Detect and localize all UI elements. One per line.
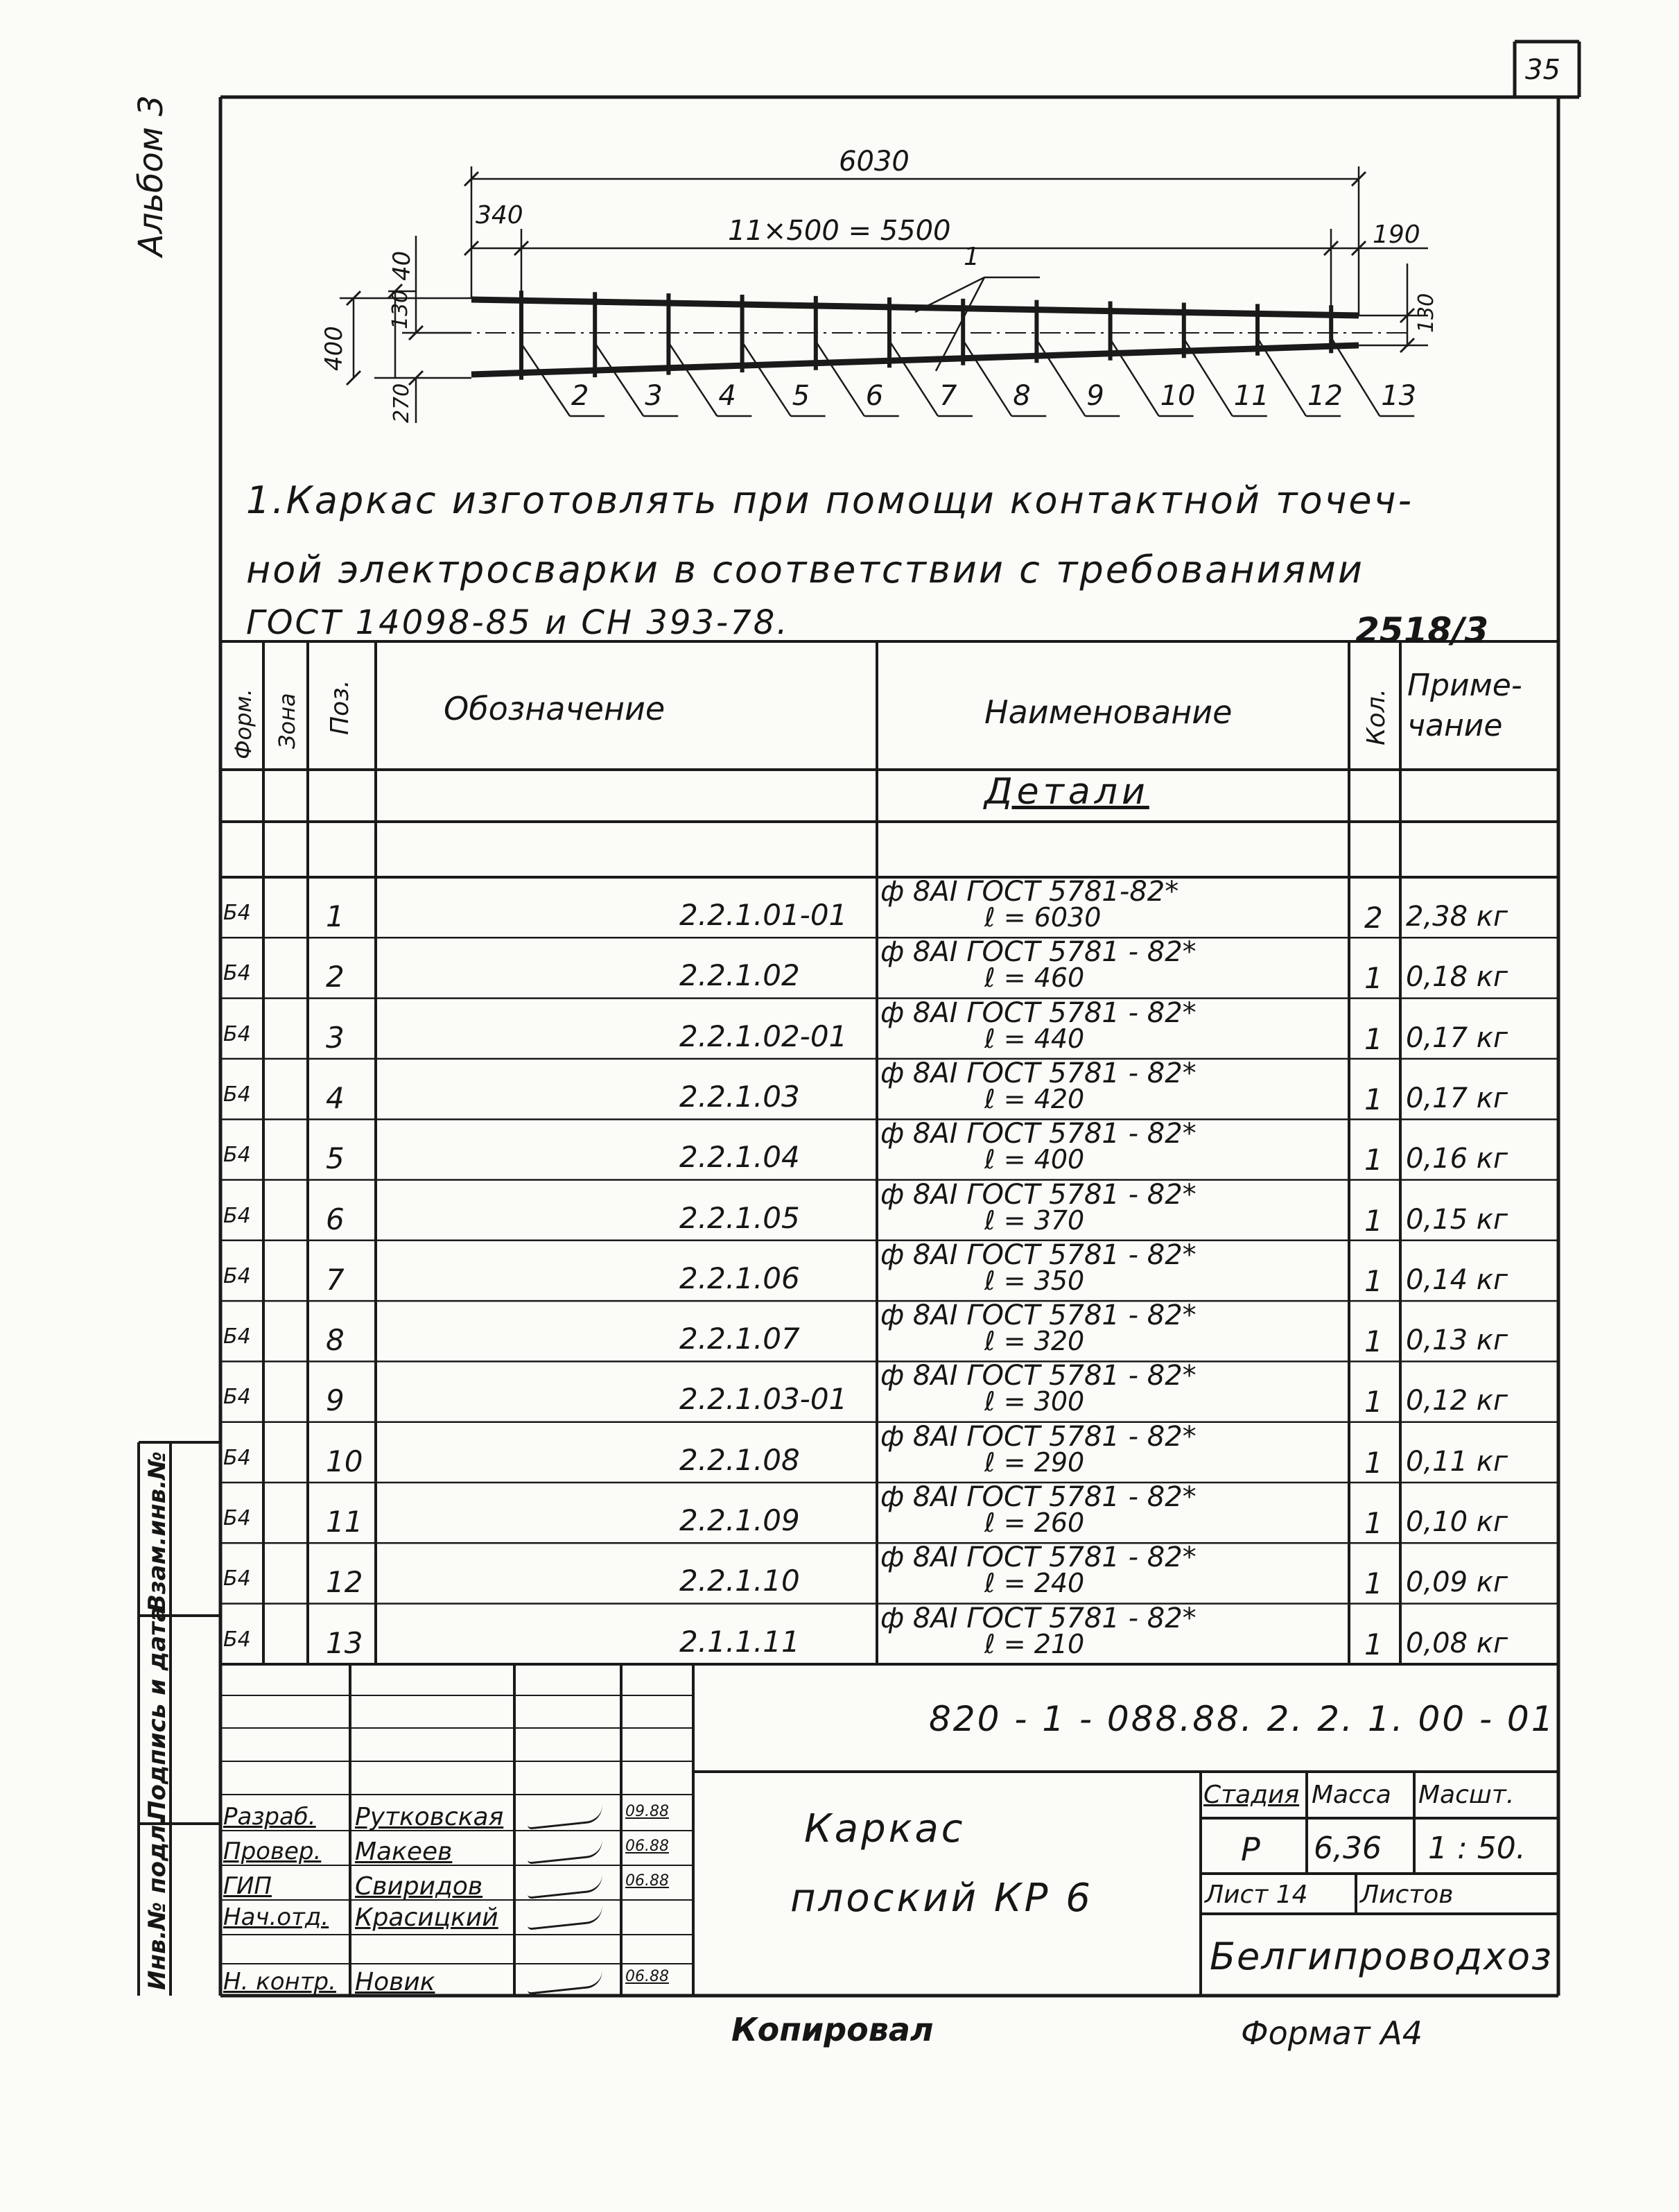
cell-format: Б4 bbox=[223, 961, 251, 986]
cell-format: Б4 bbox=[223, 1627, 251, 1652]
stamp-code: 2518/3 bbox=[1355, 610, 1489, 650]
cell-qty: 1 bbox=[1364, 1203, 1383, 1238]
cell-designation: 2.2.1.08 bbox=[679, 1442, 800, 1477]
position-label: 6 bbox=[865, 380, 884, 412]
cell-qty: 1 bbox=[1364, 1324, 1383, 1359]
header-format: Форм. bbox=[230, 689, 256, 759]
note-line-2: ной электросварки в соответствии с требованиями bbox=[246, 548, 1364, 591]
cell-designation: 2.2.1.01-01 bbox=[679, 898, 848, 932]
cell-length: ℓ = 440 bbox=[984, 1023, 1085, 1054]
cell-qty: 1 bbox=[1364, 1143, 1383, 1177]
cell-name: ф 8АI ГОСТ 5781 - 82* bbox=[880, 936, 1197, 969]
cell-pos: 8 bbox=[326, 1323, 345, 1358]
signature-name: Рутковская bbox=[355, 1803, 504, 1831]
signature-role: Н. контр. bbox=[223, 1968, 336, 1996]
cell-length: ℓ = 420 bbox=[984, 1083, 1085, 1114]
header-note: Приме-чание bbox=[1407, 668, 1522, 743]
cell-pos: 10 bbox=[326, 1444, 363, 1478]
footer-format: Формат А4 bbox=[1241, 2014, 1423, 2052]
position-leader bbox=[963, 340, 1011, 416]
signature-name: Новик bbox=[355, 1968, 435, 1996]
cell-qty: 1 bbox=[1364, 1082, 1383, 1116]
dim-h-400: 400 bbox=[320, 326, 348, 371]
signature-date: 06.88 bbox=[625, 1968, 669, 1985]
cell-name: ф 8АI ГОСТ 5781-82* bbox=[880, 876, 1179, 908]
cell-note: 0,12 кг bbox=[1406, 1385, 1508, 1417]
cell-format: Б4 bbox=[223, 1263, 251, 1288]
mass-value: 6,36 bbox=[1314, 1831, 1382, 1866]
position-label: 8 bbox=[1013, 380, 1031, 412]
position-label: 3 bbox=[645, 380, 663, 412]
position-leader bbox=[742, 342, 791, 416]
cell-designation: 2.2.1.07 bbox=[679, 1322, 800, 1356]
header-pos: Поз. bbox=[326, 680, 354, 735]
position-label: 4 bbox=[718, 380, 736, 412]
stage-label: Стадия bbox=[1203, 1781, 1300, 1809]
cell-pos: 11 bbox=[326, 1505, 363, 1539]
cell-name: ф 8АI ГОСТ 5781 - 82* bbox=[880, 1057, 1197, 1089]
cell-name: ф 8АI ГОСТ 5781 - 82* bbox=[880, 1360, 1197, 1392]
cell-name: ф 8АI ГОСТ 5781 - 82* bbox=[880, 1178, 1197, 1211]
cell-length: ℓ = 6030 bbox=[984, 902, 1102, 933]
cell-pos: 3 bbox=[326, 1020, 345, 1055]
cell-pos: 7 bbox=[326, 1262, 345, 1297]
signature-date: 09.88 bbox=[625, 1803, 669, 1820]
cell-designation: 2.2.1.05 bbox=[679, 1200, 800, 1235]
cell-format: Б4 bbox=[223, 1506, 251, 1530]
doc-code: 820 - 1 - 088.88. 2. 2. 1. 00 - 01 bbox=[929, 1699, 1556, 1739]
cell-length: ℓ = 210 bbox=[984, 1628, 1085, 1659]
cell-format: Б4 bbox=[223, 1445, 251, 1470]
cell-pos: 4 bbox=[326, 1080, 345, 1115]
signature-role: ГИП bbox=[223, 1872, 272, 1900]
header-zone: Зона bbox=[274, 693, 300, 749]
position-label: 7 bbox=[939, 380, 957, 412]
cell-note: 0,14 кг bbox=[1406, 1263, 1508, 1296]
position-leader bbox=[816, 341, 864, 416]
cell-qty: 1 bbox=[1364, 1627, 1383, 1661]
cell-pos: 12 bbox=[326, 1565, 363, 1600]
leader-1-label: 1 bbox=[964, 243, 980, 271]
dim-h-40: 40 bbox=[388, 250, 416, 281]
cell-note: 0,11 кг bbox=[1406, 1445, 1508, 1478]
scale-value: 1 : 50. bbox=[1428, 1831, 1526, 1866]
position-label: 5 bbox=[792, 380, 810, 412]
position-label: 12 bbox=[1307, 380, 1343, 412]
stage-value: Р bbox=[1241, 1831, 1260, 1868]
signature-date: 06.88 bbox=[625, 1872, 669, 1890]
cell-qty: 2 bbox=[1364, 901, 1383, 935]
position-label: 9 bbox=[1086, 380, 1104, 412]
section-details: Детали bbox=[984, 771, 1149, 813]
cell-qty: 1 bbox=[1364, 1385, 1383, 1419]
position-leader bbox=[889, 341, 938, 416]
position-leader bbox=[595, 343, 643, 416]
cell-format: Б4 bbox=[223, 1566, 251, 1591]
dim-h-270: 270 bbox=[390, 383, 414, 423]
dim-h-130a: 130 bbox=[388, 289, 412, 329]
cell-length: ℓ = 320 bbox=[984, 1326, 1085, 1357]
signature-role: Разраб. bbox=[223, 1803, 316, 1831]
title-line-1: Каркас bbox=[804, 1806, 966, 1851]
cell-format: Б4 bbox=[223, 901, 251, 925]
organization: Белгипроводхоз bbox=[1210, 1935, 1553, 1978]
cell-pos: 5 bbox=[326, 1141, 345, 1176]
signature-role: Нач.отд. bbox=[223, 1903, 329, 1931]
page-number: 35 bbox=[1525, 54, 1560, 86]
position-label: 2 bbox=[571, 380, 589, 412]
side-label-vzam-inv: Взам.инв.№ bbox=[143, 1451, 171, 1612]
cell-note: 0,13 кг bbox=[1406, 1324, 1508, 1357]
position-label: 10 bbox=[1160, 380, 1196, 412]
dim-pitch: 11×500 = 5500 bbox=[728, 215, 951, 247]
dim-total: 6030 bbox=[839, 146, 910, 178]
cell-name: ф 8АI ГОСТ 5781 - 82* bbox=[880, 1602, 1197, 1634]
cell-format: Б4 bbox=[223, 1385, 251, 1410]
dim-right: 190 bbox=[1373, 221, 1420, 249]
position-label: 13 bbox=[1381, 380, 1417, 412]
header-designation: Обозначение bbox=[444, 690, 665, 727]
cell-note: 0,15 кг bbox=[1406, 1203, 1508, 1236]
cell-designation: 2.2.1.02 bbox=[679, 958, 800, 993]
cell-length: ℓ = 260 bbox=[984, 1507, 1085, 1538]
footer-copied: Копировал bbox=[731, 2011, 934, 2048]
cell-name: ф 8АI ГОСТ 5781 - 82* bbox=[880, 1481, 1197, 1513]
cell-pos: 2 bbox=[326, 960, 345, 994]
cell-note: 0,16 кг bbox=[1406, 1143, 1508, 1175]
signature-date: 06.88 bbox=[625, 1838, 669, 1855]
note-line-1: 1.Каркас изготовлять при помощи контактной точеч- bbox=[246, 478, 1414, 522]
position-leader bbox=[521, 343, 570, 416]
cell-qty: 1 bbox=[1364, 1566, 1383, 1601]
cell-note: 0,17 кг bbox=[1406, 1021, 1508, 1054]
cell-format: Б4 bbox=[223, 1082, 251, 1107]
cell-pos: 9 bbox=[326, 1383, 345, 1418]
cell-name: ф 8АI ГОСТ 5781 - 82* bbox=[880, 1118, 1197, 1150]
cell-format: Б4 bbox=[223, 1143, 251, 1168]
cell-pos: 1 bbox=[326, 899, 345, 933]
dim-h-130b: 130 bbox=[1414, 293, 1438, 333]
position-leader bbox=[668, 343, 717, 416]
cell-designation: 2.2.1.09 bbox=[679, 1503, 800, 1537]
cell-designation: 2.2.1.04 bbox=[679, 1140, 800, 1175]
cell-format: Б4 bbox=[223, 1203, 251, 1228]
cell-qty: 1 bbox=[1364, 1506, 1383, 1540]
cell-length: ℓ = 350 bbox=[984, 1265, 1085, 1296]
signature-name: Свиридов bbox=[355, 1872, 483, 1901]
sheets-label: Листов bbox=[1360, 1881, 1454, 1909]
cell-pos: 13 bbox=[326, 1625, 363, 1660]
header-name: Наименование bbox=[984, 693, 1233, 731]
cell-length: ℓ = 240 bbox=[984, 1568, 1085, 1599]
cell-designation: 2.2.1.03 bbox=[679, 1079, 800, 1114]
signature-role: Провер. bbox=[223, 1838, 322, 1865]
header-qty: Кол. bbox=[1362, 688, 1391, 745]
cell-name: ф 8АI ГОСТ 5781 - 82* bbox=[880, 996, 1197, 1029]
cell-qty: 1 bbox=[1364, 1021, 1383, 1056]
cell-name: ф 8АI ГОСТ 5781 - 82* bbox=[880, 1238, 1197, 1271]
side-label-inv-podl: Инв.№ подл. bbox=[143, 1815, 171, 1990]
cell-note: 0,08 кг bbox=[1406, 1627, 1508, 1659]
position-leader bbox=[1036, 340, 1085, 416]
cell-format: Б4 bbox=[223, 1324, 251, 1349]
cell-length: ℓ = 400 bbox=[984, 1144, 1085, 1175]
scale-label: Масшт. bbox=[1418, 1781, 1515, 1809]
cell-designation: 2.2.1.06 bbox=[679, 1261, 800, 1295]
title-line-2: плоский КР 6 bbox=[790, 1876, 1093, 1921]
album-label: Альбом 3 bbox=[132, 95, 171, 257]
signature-name: Красицкий bbox=[355, 1903, 498, 1932]
cell-designation: 2.2.1.02-01 bbox=[679, 1019, 848, 1053]
cell-designation: 2.2.1.10 bbox=[679, 1564, 800, 1598]
cell-note: 0,10 кг bbox=[1406, 1506, 1508, 1538]
cell-name: ф 8АI ГОСТ 5781 - 82* bbox=[880, 1299, 1197, 1332]
sheet-label: Лист 14 bbox=[1205, 1881, 1308, 1909]
cell-qty: 1 bbox=[1364, 1445, 1383, 1480]
cell-length: ℓ = 460 bbox=[984, 962, 1085, 994]
cell-note: 2,38 кг bbox=[1406, 901, 1508, 933]
mass-label: Масса bbox=[1312, 1781, 1391, 1809]
dim-left: 340 bbox=[476, 201, 523, 230]
note-line-3: ГОСТ 14098-85 и СН 393-78. bbox=[246, 603, 790, 642]
cell-pos: 6 bbox=[326, 1202, 345, 1236]
cell-qty: 1 bbox=[1364, 1263, 1383, 1298]
cell-name: ф 8АI ГОСТ 5781 - 82* bbox=[880, 1541, 1197, 1574]
side-label-podpis-data: Подпись и дата bbox=[143, 1606, 171, 1820]
cell-length: ℓ = 370 bbox=[984, 1204, 1085, 1236]
cell-note: 0,18 кг bbox=[1406, 961, 1508, 994]
cell-name: ф 8АI ГОСТ 5781 - 82* bbox=[880, 1420, 1197, 1453]
cell-designation: 2.2.1.03-01 bbox=[679, 1382, 848, 1417]
cell-length: ℓ = 290 bbox=[984, 1446, 1085, 1478]
cell-note: 0,09 кг bbox=[1406, 1566, 1508, 1599]
cell-qty: 1 bbox=[1364, 961, 1383, 996]
cell-designation: 2.1.1.11 bbox=[679, 1624, 800, 1659]
cell-length: ℓ = 300 bbox=[984, 1386, 1085, 1417]
position-label: 11 bbox=[1233, 380, 1269, 412]
signature-name: Макеев bbox=[355, 1838, 453, 1866]
cell-format: Б4 bbox=[223, 1021, 251, 1046]
cell-note: 0,17 кг bbox=[1406, 1082, 1508, 1114]
